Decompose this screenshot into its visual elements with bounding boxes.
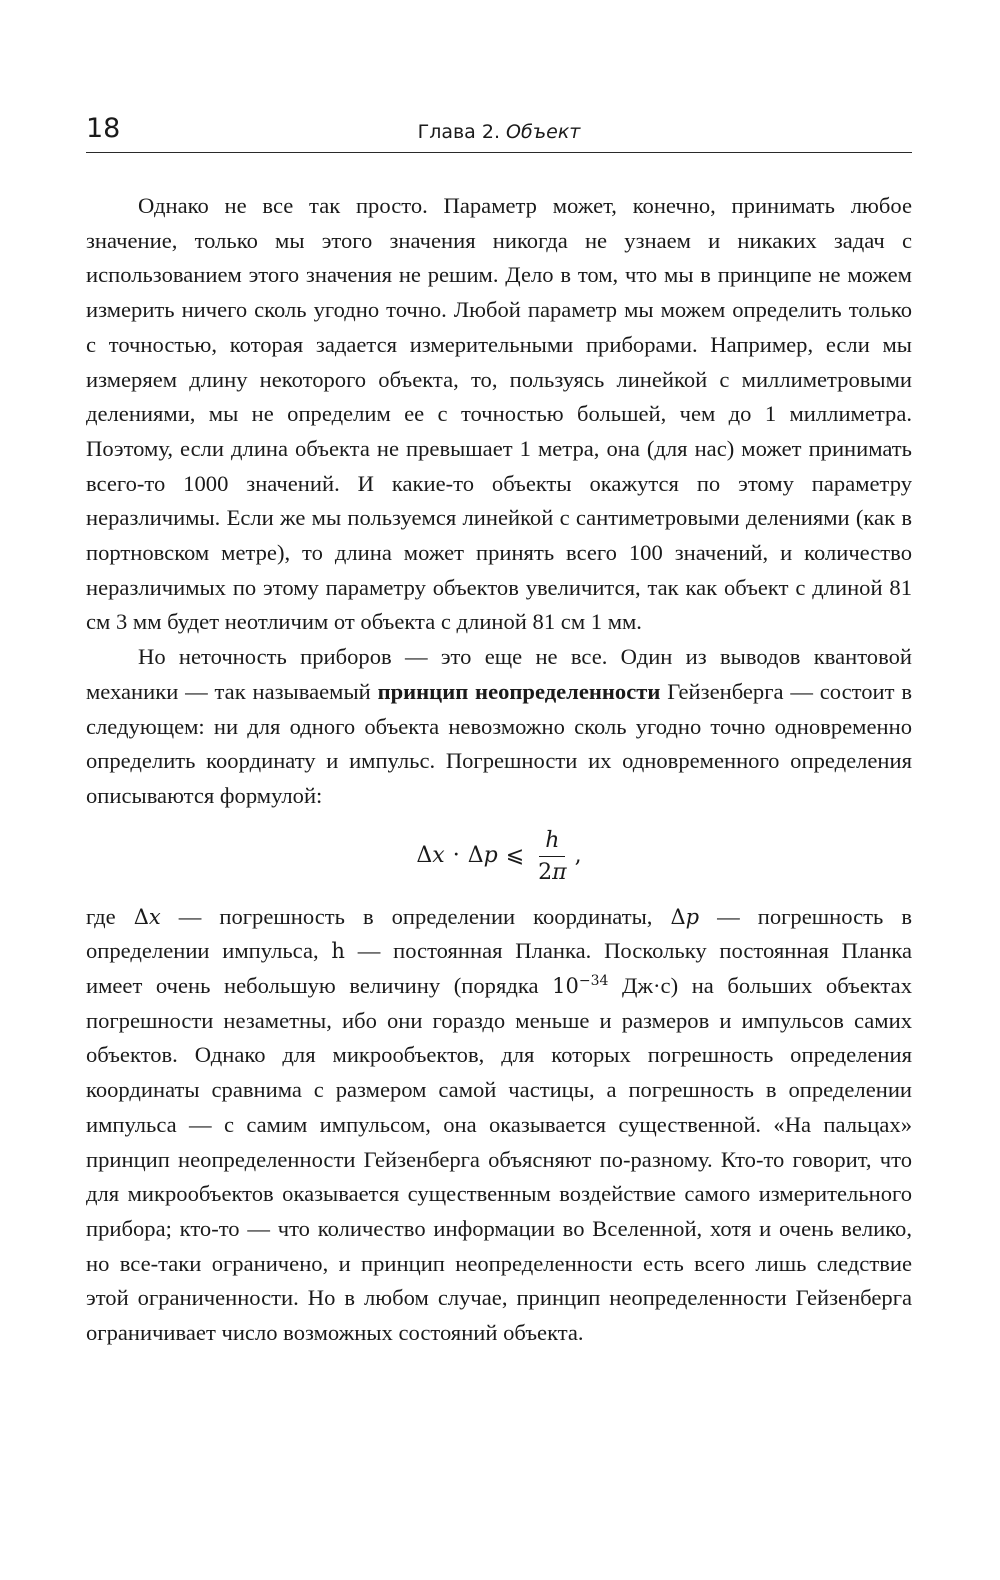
formula-var-p: p xyxy=(483,843,498,869)
denominator-coef: 2 xyxy=(538,859,553,885)
delta-symbol: Δ xyxy=(467,843,484,869)
paragraph xyxy=(86,640,912,814)
formula-var-x: x xyxy=(432,843,445,869)
fraction-denominator xyxy=(532,857,572,886)
math-inline xyxy=(134,905,161,929)
relation-symbol: ⩽ xyxy=(505,843,525,869)
chapter-label: Глава 2. xyxy=(417,121,500,143)
paragraph: Однако не все так просто. Параметр может, конечно, принимать любое значение, только мы этого значения никогда не узнаем и никаких задач с использованием этого значения не решим. Дело в том, что мы в принципе не можем измерить ничего сколь угодно точно. Любой параметр мы можем определить только с точностью, которая задается измерительными приборами. Например, если мы измеряем длину некоторого объекта, то, пользуясь линейкой с миллиметровыми делениями, мы не определим ее с точностью большей, чем до 1 миллиметра. Поэтому, если длина объекта не превышает 1 метра, она (для нас) может принимать всего-то 1000 значений. И какие-то объекты окажутся по этому параметру неразличимы. Если же мы пользуемся линейкой с сантиметровыми делениями (как в портновском метре), то длина может принять всего 100 значений, и количество неразличимых по этому параметру объектов увеличится, так как объект с длиной 81 см 3 мм будет неотличим от объекта с длиной 81 см 1 мм. xyxy=(86,193,912,635)
delta-symbol: Δ xyxy=(133,904,149,929)
fraction xyxy=(532,828,572,886)
math-var: x xyxy=(148,904,161,929)
math-inline xyxy=(670,905,699,929)
text-run: — постоянная Планка. Поскольку постоянная Планка имеет очень небольшую величину (порядка xyxy=(86,938,912,999)
text-run: Гейзенберга — состоит в следующем: ни для одного объекта невозможно сколь угодно точно одновременно определить координату и импульс. Погрешности их одновременного определения описываются формулой: xyxy=(86,678,912,808)
formula-comma: , xyxy=(574,843,582,869)
text-run: Дж·с) на больших объектах погрешности незаметны, ибо они гораздо меньше и размеров и импульсов самих объектов. Однако для микрообъектов, для которых погрешность определения координаты сравнима с размером самой частицы, а погрешность в определении импульса — с самим импульсом, она оказывается существенной. «На пальцах» принцип неопределенности Гейзенберга объясняют по-разному. Кто-то говорит, что для микрообъектов оказывается существенным воздействие самого измерительного прибора; кто-то — что количество информации во Вселенной, хотя и очень велико, но все-таки ограничено, и принцип неопределенности есть всего лишь следствие этой ограниченности. Но в любом случае, принцип неопределенности Гейзенберга ограничивает число возможных состояний объекта. xyxy=(86,973,912,1346)
fraction-numerator: h xyxy=(539,828,565,857)
chapter-title: Объект xyxy=(506,121,581,143)
page-number: 18 xyxy=(86,113,121,144)
delta-symbol: Δ xyxy=(416,843,433,869)
running-head xyxy=(86,120,912,144)
text-run: где xyxy=(86,903,116,929)
dot-operator: · xyxy=(452,843,460,869)
bold-term: принцип неопределенности xyxy=(377,678,661,704)
text-run: — погрешность в определении импульса, xyxy=(86,903,912,964)
math-var: p xyxy=(685,904,700,929)
math-var: h xyxy=(331,939,345,964)
power-of-ten xyxy=(552,974,608,998)
power-exponent: −34 xyxy=(578,973,609,990)
denominator-pi: π xyxy=(552,859,567,885)
text-run: — погрешность в определении координаты, xyxy=(178,903,653,929)
power-base: 10 xyxy=(552,974,579,999)
paragraph xyxy=(86,900,912,1351)
delta-symbol: Δ xyxy=(670,904,686,929)
main-text xyxy=(86,189,912,1351)
page-header xyxy=(86,106,912,153)
formula xyxy=(86,814,912,900)
text-run: Но неточность приборов — это еще не все. Один из выводов квантовой механики — так называемый xyxy=(86,644,912,704)
